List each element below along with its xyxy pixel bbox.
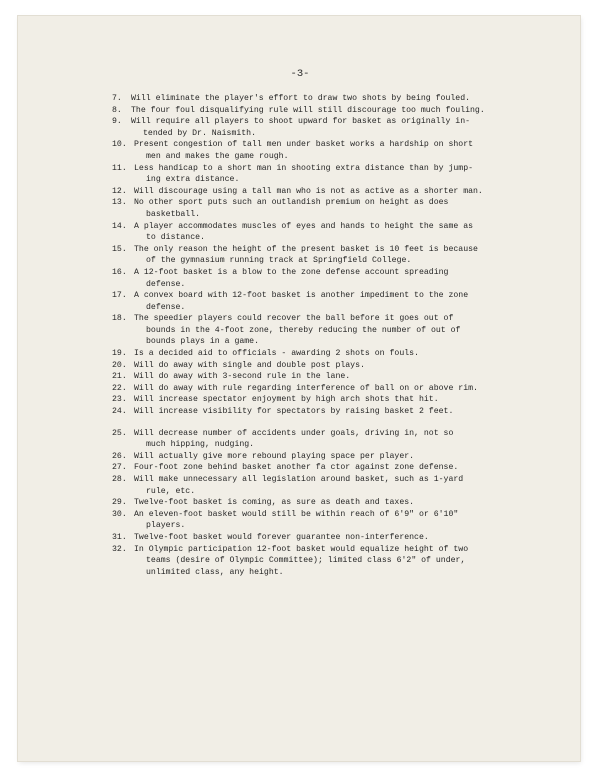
item-number: 22.: [112, 383, 127, 393]
item-text: [134, 509, 512, 532]
item-line: much hipping, nudging.: [146, 440, 255, 450]
item-text: [134, 462, 512, 474]
item-line: Will do away with single and double post plays.: [134, 360, 365, 370]
item-text: [134, 497, 512, 509]
item-number: 7.: [112, 94, 122, 103]
item-number: 20.: [112, 360, 127, 370]
list-item: [112, 371, 512, 383]
item-number: 16.: [112, 267, 127, 277]
item-line: Four-foot zone behind basket another fa ctor against zone defense.: [134, 463, 459, 473]
item-line: bounds plays in a game.: [146, 337, 260, 347]
item-line: defense.: [146, 302, 186, 312]
item-number: 8.: [112, 105, 122, 115]
item-text: [134, 221, 512, 244]
item-line: Will eliminate the player's effort to draw two shots by being fouled.: [131, 94, 471, 103]
item-text: [134, 163, 512, 186]
list-item: [112, 93, 512, 105]
item-number: 32.: [112, 544, 127, 554]
item-line: No other sport puts such an outlandish premium on height as does: [134, 198, 449, 208]
item-line: defense.: [146, 279, 186, 289]
list-item: [112, 116, 512, 139]
item-number: 12.: [112, 186, 127, 196]
item-line: The only reason the height of the present basket is 10 feet is because: [134, 244, 478, 254]
list-item: [112, 394, 512, 406]
item-number: 26.: [112, 451, 127, 461]
list-item: [112, 313, 512, 348]
item-text: [134, 532, 512, 544]
item-line: A 12-foot basket is a blow to the zone defense account spreading: [134, 267, 449, 277]
item-line: Will actually give more rebound playing space per player.: [134, 451, 415, 461]
item-number: 17.: [112, 291, 127, 301]
item-line: Twelve-foot basket is coming, as sure as death and taxes.: [134, 498, 415, 508]
item-text: [134, 544, 512, 579]
item-line: tended by Dr. Naismith.: [143, 128, 257, 138]
item-text: [134, 428, 512, 451]
section-gap: [112, 418, 512, 428]
item-text: [134, 197, 512, 220]
item-line: ing extra distance.: [146, 175, 240, 185]
item-text: [134, 267, 512, 290]
item-number: 31.: [112, 532, 127, 542]
item-line: An eleven-foot basket would still be within reach of 6'9" or 6'10": [134, 509, 459, 519]
reasons-list: [112, 93, 512, 578]
list-item: [112, 139, 512, 162]
item-line: Will discourage using a tall man who is not as active as a shorter man.: [134, 186, 483, 196]
item-line: Will make unnecessary all legislation around basket, such as 1-yard: [134, 475, 464, 484]
list-item: [112, 221, 512, 244]
item-line: Will require all players to shoot upward for basket as originally in-: [131, 117, 471, 127]
item-number: 15.: [112, 244, 127, 254]
item-number: 9.: [112, 117, 122, 127]
list-item: [112, 163, 512, 186]
list-item: [112, 451, 512, 463]
item-number: 28.: [112, 475, 127, 484]
item-line: Will increase visibility for spectators by raising basket 2 feet.: [134, 407, 454, 417]
item-line: of the gymnasium running track at Springfield College.: [146, 256, 412, 266]
item-line: Twelve-foot basket would forever guarantee non-interference.: [134, 532, 429, 542]
list-item: [112, 348, 512, 360]
item-number: 29.: [112, 498, 127, 508]
item-line: teams (desire of Olympic Committee); limited class 6'2" of under,: [146, 556, 466, 566]
list-item: [112, 497, 512, 509]
item-line: A player accommodates muscles of eyes and hands to height the same as: [134, 221, 474, 231]
item-text: [134, 383, 512, 395]
list-item: [112, 462, 512, 474]
item-line: Less handicap to a short man in shooting extra distance than by jump-: [134, 163, 474, 173]
item-line: A convex board with 12-foot basket is another impediment to the zone: [134, 291, 469, 301]
item-line: players.: [146, 521, 186, 531]
list-item: [112, 267, 512, 290]
list-item: [112, 290, 512, 313]
item-line: Will increase spectator enjoyment by high arch shots that hit.: [134, 395, 439, 405]
list-item: [112, 383, 512, 395]
item-line: In Olympic participation 12-foot basket would equalize height of two: [134, 544, 469, 554]
item-text: [134, 348, 512, 360]
item-number: 30.: [112, 509, 127, 519]
list-item: [112, 244, 512, 267]
item-number: 13.: [112, 198, 127, 208]
item-line: unlimited class, any height.: [146, 567, 284, 577]
item-text: [134, 406, 512, 418]
item-line: Present congestion of tall men under basket works a hardship on short: [134, 140, 474, 150]
item-line: Will decrease number of accidents under goals, driving in, not so: [134, 428, 454, 438]
list-item: [112, 544, 512, 579]
item-line: bounds in the 4-foot zone, thereby reducing the number of out of: [146, 325, 461, 335]
list-item: [112, 428, 512, 451]
item-line: to distance.: [146, 233, 205, 243]
item-text: [134, 394, 512, 406]
item-number: 27.: [112, 463, 127, 473]
item-text: [131, 93, 512, 105]
item-text: [134, 451, 512, 463]
item-number: 10.: [112, 140, 127, 150]
list-item: [112, 197, 512, 220]
item-text: [134, 186, 512, 198]
item-text: [134, 371, 512, 383]
item-text: [131, 105, 512, 117]
item-line: rule, etc.: [146, 486, 196, 496]
list-item: [112, 360, 512, 372]
item-line: The speedier players could recover the ball before it goes out of: [134, 314, 454, 324]
item-text: [134, 360, 512, 372]
item-number: 19.: [112, 349, 127, 359]
list-item: [112, 509, 512, 532]
item-line: men and makes the game rough.: [146, 151, 289, 161]
item-line: basketball.: [146, 209, 201, 219]
item-number: 11.: [112, 163, 127, 173]
item-text: [134, 474, 512, 497]
list-item: [112, 406, 512, 418]
item-line: Will do away with 3-second rule in the lane.: [134, 372, 351, 382]
list-item: [112, 105, 512, 117]
item-number: 25.: [112, 428, 127, 438]
item-number: 21.: [112, 372, 127, 382]
list-item: [112, 532, 512, 544]
item-number: 23.: [112, 395, 127, 405]
item-text: [134, 290, 512, 313]
item-text: [134, 244, 512, 267]
page-number: -3-: [290, 68, 310, 80]
item-text: [131, 116, 512, 139]
item-text: [134, 139, 512, 162]
item-number: 14.: [112, 221, 127, 231]
item-number: 24.: [112, 407, 127, 417]
item-line: Is a decided aid to officials - awarding 2 shots on fouls.: [134, 349, 419, 359]
item-number: 18.: [112, 314, 127, 324]
item-line: The four foul disqualifying rule will still discourage too much fouling.: [131, 105, 485, 115]
item-text: [134, 313, 512, 348]
list-item: [112, 474, 512, 497]
list-item: [112, 186, 512, 198]
item-line: Will do away with rule regarding interference of ball on or above rim.: [134, 383, 478, 393]
